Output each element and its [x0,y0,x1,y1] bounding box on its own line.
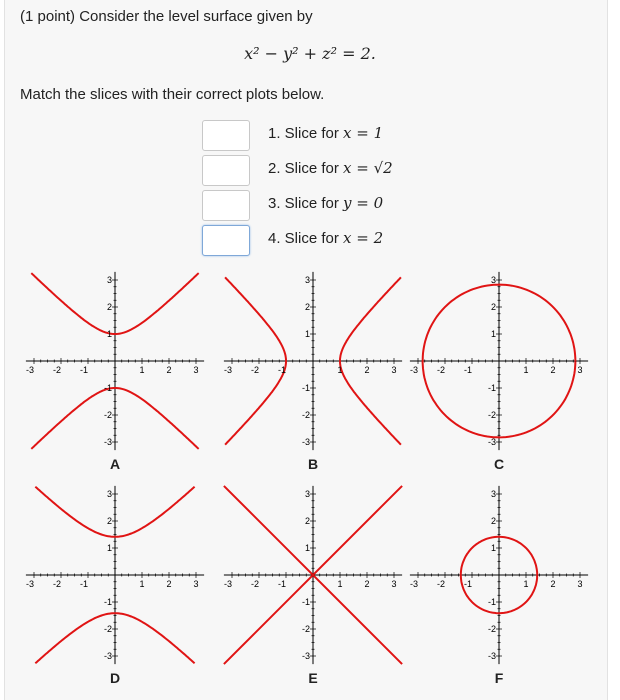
plot-label-c: C [493,456,505,472]
plot-b [218,266,408,456]
x-tick-label: -3 [409,579,419,589]
x-tick-label: -1 [463,365,473,375]
y-tick-label: -2 [103,624,112,634]
y-tick-label: -1 [487,597,496,607]
y-tick-label: -1 [487,383,496,393]
y-tick-label: 2 [304,516,310,526]
y-tick-label: 3 [304,275,310,285]
plot-d [20,480,210,670]
y-tick-label: -3 [103,437,112,447]
x-tick-label: -1 [463,579,473,589]
plot-a [20,266,210,456]
y-tick-label: -3 [487,651,496,661]
x-tick-label: 2 [550,579,556,589]
answer-input-1[interactable] [202,120,250,151]
x-tick-label: 3 [193,365,199,375]
x-tick-label: 2 [166,365,172,375]
y-tick-label: 3 [106,489,112,499]
y-tick-label: 1 [490,543,496,553]
y-tick-label: -3 [487,437,496,447]
x-tick-label: -2 [436,365,446,375]
slice-label-3: 3. Slice for y = 0 [268,194,384,212]
plot-label-a: A [109,456,121,472]
x-tick-label: -3 [25,579,35,589]
y-tick-label: -2 [103,410,112,420]
y-tick-label: -2 [487,410,496,420]
x-tick-label: -2 [52,365,62,375]
problem-equation: x² − y² + z² = 2. [244,44,376,63]
y-tick-label: 1 [106,329,112,339]
x-tick-label: 2 [550,365,556,375]
x-tick-label: 3 [577,579,583,589]
plot-label-b: B [307,456,319,472]
instructions: Match the slices with their correct plots below. [20,86,325,103]
x-tick-label: 1 [523,579,529,589]
x-tick-label: 2 [166,579,172,589]
x-tick-label: 1 [337,365,343,375]
y-tick-label: 2 [106,516,112,526]
x-tick-label: 2 [364,365,370,375]
y-tick-label: 2 [490,302,496,312]
plot-label-f: F [494,670,504,686]
x-tick-label: 1 [523,365,529,375]
y-tick-label: 3 [304,489,310,499]
y-tick-label: 1 [106,543,112,553]
x-tick-label: 3 [391,365,397,375]
x-tick-label: -3 [223,365,233,375]
x-tick-label: 3 [193,579,199,589]
y-tick-label: 1 [304,543,310,553]
answer-input-2[interactable] [202,155,250,186]
x-tick-label: -3 [25,365,35,375]
plot-f [404,480,594,670]
y-tick-label: 3 [106,275,112,285]
x-tick-label: -1 [79,365,89,375]
y-tick-label: -3 [103,651,112,661]
plot-label-d: D [109,670,121,686]
y-tick-label: 1 [304,329,310,339]
y-tick-label: -2 [487,624,496,634]
x-tick-label: 3 [391,579,397,589]
y-tick-label: 1 [490,329,496,339]
x-tick-label: -3 [409,365,419,375]
y-tick-label: 3 [490,275,496,285]
plot-c [404,266,594,456]
x-tick-label: 1 [139,579,145,589]
answer-input-3[interactable] [202,190,250,221]
problem-title: (1 point) Consider the level surface given by [20,8,313,25]
y-tick-label: 2 [490,516,496,526]
x-tick-label: 3 [577,365,583,375]
y-tick-label: -3 [301,651,310,661]
x-tick-label: -2 [250,579,260,589]
x-tick-label: -2 [52,579,62,589]
slice-label-4: 4. Slice for x = 2 [268,229,384,247]
x-tick-label: -3 [223,579,233,589]
y-tick-label: -1 [301,597,310,607]
slice-label-2: 2. Slice for x = √2 [268,159,393,177]
x-tick-label: -1 [79,579,89,589]
y-tick-label: -2 [301,410,310,420]
answer-input-4[interactable] [202,225,250,256]
y-tick-label: 2 [304,302,310,312]
y-tick-label: -1 [103,383,112,393]
y-tick-label: -3 [301,437,310,447]
y-tick-label: 3 [490,489,496,499]
x-tick-label: 2 [364,579,370,589]
y-tick-label: 2 [106,302,112,312]
plot-label-e: E [308,670,318,686]
x-tick-label: -2 [436,579,446,589]
x-tick-label: -1 [277,365,287,375]
y-tick-label: -1 [301,383,310,393]
y-tick-label: -2 [301,624,310,634]
x-tick-label: 1 [337,579,343,589]
plot-e [218,480,408,670]
x-tick-label: 1 [139,365,145,375]
slice-label-1: 1. Slice for x = 1 [268,124,384,142]
x-tick-label: -1 [277,579,287,589]
x-tick-label: -2 [250,365,260,375]
y-tick-label: -1 [103,597,112,607]
